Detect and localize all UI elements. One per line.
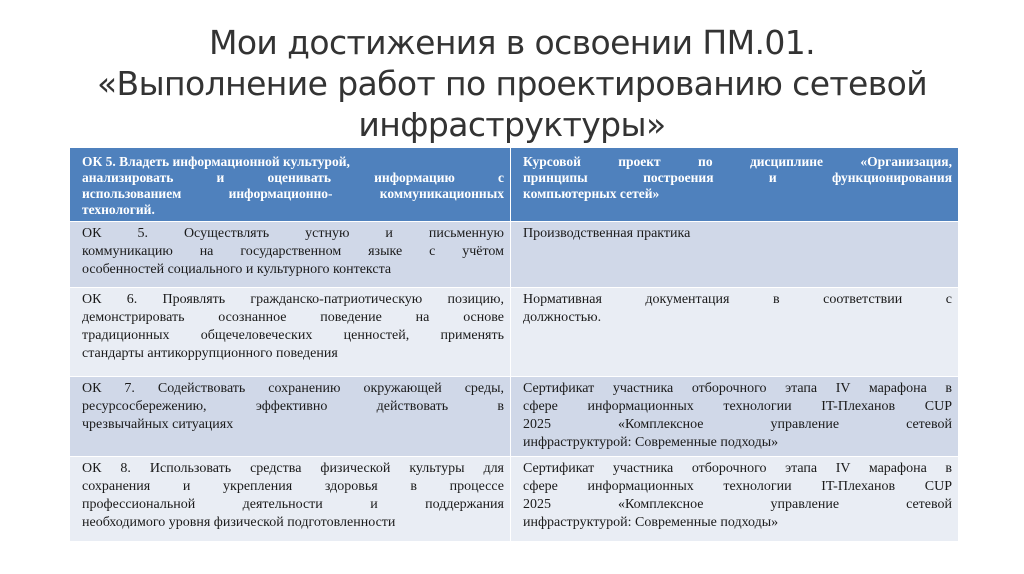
- cell-line: 2025 «Комплексное управление сетевой: [523, 497, 952, 512]
- slide-title-line-1: Мои достижения в освоении ПМ.01.: [208, 23, 816, 62]
- competency-cell: [70, 457, 511, 542]
- achievement-cell: [511, 288, 959, 377]
- achievement-cell: [511, 377, 959, 457]
- cell-line: инфраструктурой: Современные подходы»: [523, 515, 779, 530]
- cell-line: традиционных общечеловеческих ценностей, применять: [82, 328, 504, 343]
- table-header-row: [70, 148, 959, 222]
- cell-line: Сертификат участника отборочного этапа IV марафона в: [523, 461, 952, 476]
- cell-line: стандарты антикоррупционного поведения: [82, 346, 338, 361]
- cell-line: использованием информационно- коммуникационных: [82, 186, 504, 201]
- cell-line: Сертификат участника отборочного этапа IV марафона в: [523, 381, 952, 396]
- competency-cell: [70, 222, 511, 288]
- cell-line: инфраструктурой: Современные подходы»: [523, 435, 779, 450]
- header-competency-cell: [70, 148, 511, 222]
- cell-line: необходимого уровня физической подготовленности: [82, 515, 396, 530]
- cell-line: ОК 5. Владеть информационной культурой,: [82, 154, 350, 169]
- competency-cell: [70, 288, 511, 377]
- table-row: [70, 288, 959, 377]
- cell-line: ОК 7. Содействовать сохранению окружающей среды,: [82, 381, 504, 396]
- cell-line: коммуникацию на государственном языке с учётом: [82, 244, 504, 259]
- cell-line: сфере информационных технологии IT-Плеханов CUP: [523, 399, 952, 414]
- table-row: [70, 457, 959, 542]
- slide-title: [40, 22, 984, 145]
- competency-cell: [70, 377, 511, 457]
- cell-line: ресурсосбережению, эффективно действовать в: [82, 399, 504, 414]
- cell-line: анализировать и оценивать информацию с: [82, 170, 504, 185]
- cell-line: компьютерных сетей»: [523, 186, 660, 201]
- slide-title-line-2: «Выполнение работ по проектированию сетевой: [96, 64, 928, 103]
- header-achievement-cell: [511, 148, 959, 222]
- cell-line: чрезвычайных ситуациях: [82, 417, 234, 432]
- table-row: [70, 222, 959, 288]
- cell-line: ОК 6. Проявлять гражданско-патриотическую позицию,: [82, 292, 504, 307]
- cell-line: 2025 «Комплексное управление сетевой: [523, 417, 952, 432]
- table-row: [70, 377, 959, 457]
- cell-line: Нормативная документация в соответствии с: [523, 292, 952, 307]
- cell-line: ОК 5. Осуществлять устную и письменную: [82, 226, 504, 241]
- cell-line: особенностей социального и культурного контекста: [82, 262, 392, 277]
- cell-line: Курсовой проект по дисциплине «Организация,: [523, 154, 952, 169]
- slide-title-line-3: инфраструктуры»: [358, 105, 666, 144]
- cell-line: технологий.: [82, 202, 155, 217]
- cell-line: сфере информационных технологии IT-Плеханов CUP: [523, 479, 952, 494]
- achievement-cell: [511, 222, 959, 288]
- cell-line: демонстрировать осознанное поведение на основе: [82, 310, 504, 325]
- cell-line: принципы построения и функционирования: [523, 170, 952, 185]
- cell-line: Производственная практика: [523, 226, 691, 241]
- competency-table: [69, 147, 959, 542]
- cell-line: должностью.: [523, 310, 602, 325]
- cell-line: ОК 8. Использовать средства физической культуры для: [82, 461, 504, 476]
- cell-line: профессиональной деятельности и поддержания: [82, 497, 504, 512]
- achievement-cell: [511, 457, 959, 542]
- cell-line: сохранения и укрепления здоровья в процессе: [82, 479, 504, 494]
